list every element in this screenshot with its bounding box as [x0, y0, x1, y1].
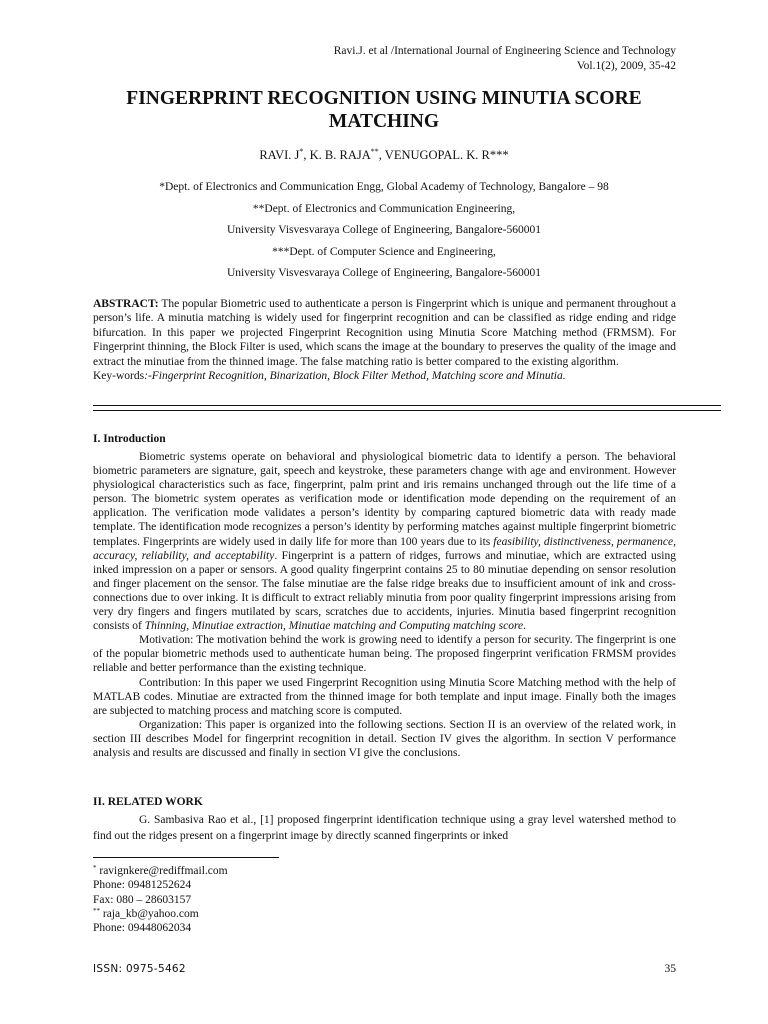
footer-issn: ISSN: 0975-5462	[93, 963, 186, 975]
double-rule-divider	[93, 405, 721, 411]
motivation-paragraph: Motivation: The motivation behind the work is growing need to identify a person for security. The fingerprint is one of the popular biometric methods used to authenticate human being. The proposed fingerprint verification FRMSM provides reliable and better performance than the existing technique.	[93, 634, 676, 675]
abstract-label: ABSTRACT:	[93, 298, 159, 310]
affiliation-line: ***Dept. of Computer Science and Engineering,	[272, 245, 496, 258]
intro-italic-2: Thinning, Minutiae extraction, Minutiae matching and Computing matching score	[144, 620, 524, 633]
footnote-phone-1: Phone: 09481252624	[93, 879, 192, 892]
footnote-phone-2: Phone: 09448062034	[93, 922, 192, 935]
footnote-email-2	[93, 907, 393, 921]
paper-title	[100, 87, 668, 133]
section-2-heading: II. RELATED WORK	[93, 796, 203, 808]
related-work-paragraph: G. Sambasiva Rao et al., [1] proposed fingerprint identification technique using a gray level watershed method to find out the ridges present on a fingerprint image by directly scanned fingerprints or inked	[93, 814, 676, 842]
running-head-journal: Ravi.J. et al /International Journal of Engineering Science and Technology	[333, 45, 676, 57]
footnote-fax-1: Fax: 080 – 28603157	[93, 893, 192, 906]
affiliation-line: University Visvesvaraya College of Engineering, Bangalore-560001	[227, 267, 541, 279]
intro-italic-1: feasibility, distinctiveness, permanence, accuracy, reliability, and acceptability	[93, 535, 676, 562]
affiliation-line: University Visvesvaraya College of Engineering, Bangalore-560001	[227, 224, 541, 236]
running-head	[156, 44, 676, 74]
footnote-mark-1: *	[93, 864, 97, 872]
author-ravi: RAVI. J	[259, 148, 300, 162]
organization-paragraph: Organization: This paper is organized into the following sections. Section II is an overview of the related work, in section III describes Model for fingerprint recognition in detail. Section IV gives the algorithm. In section V performance analysis and results are discussed and finally in section VI give the conclusions.	[93, 718, 676, 759]
intro-text-b: . Fingerprint is a pattern of ridges, furrows and minutiae, which are extracted using inked impression on a paper or sensors. A good quality fingerprint contains 25 to 80 minutiae depending on sensor resolution and finger placement on the sensor. The false minutiae are the false ridge breaks due to insufficient amount of ink and cross-connections due to over inking. It is difficult to extract reliably minutia from poor quality fingerprint impressions arising from very dry fingers and fingers mutilated by scars, scratches due to accidents, injuries. Minutia based fingerprint recognition consists of	[93, 549, 676, 633]
author-list	[92, 147, 676, 163]
author-venugopal: , VENUGOPAL. K. R***	[378, 148, 509, 162]
section-1-body	[93, 450, 676, 760]
affiliation-line: *Dept. of Electronics and Communication Engg, Global Academy of Technology, Bangalore – 98	[159, 181, 609, 193]
section-2-body	[93, 813, 676, 844]
running-head-volume: Vol.1(2), 2009, 35-42	[576, 60, 676, 72]
author-ravi-mark: *	[299, 147, 304, 156]
abstract	[93, 297, 676, 383]
footnote-email-1-text: ravignkere@rediffmail.com	[96, 865, 228, 877]
abstract-body	[93, 297, 676, 369]
footnote-email-1	[93, 864, 393, 878]
intro-text-c: .	[523, 620, 527, 633]
abstract-text: The popular Biometric used to authenticate a person is Fingerprint which is unique and permanent throughout a person’s life. A minutia matching is widely used for fingerprint recognition and can be classified as ridge ending and ridge bifurcation. In this paper we projected Fingerprint Recognition using Minutia Score Matching method (FRMSM). For Fingerprint thinning, the Block Filter is used, which scans the image at the boundary to preserves the quality of the image and extract the minutiae from the thinned image. The false matching ratio is better compared to the existing algorithm.	[93, 298, 676, 368]
affiliation-line: **Dept. of Electronics and Communication Engineering,	[252, 202, 516, 215]
footnote-email-2-text: raja_kb@yahoo.com	[100, 907, 199, 920]
author-raja-mark: **	[370, 147, 379, 156]
title-line-2: MATCHING	[328, 111, 440, 132]
keywords	[93, 369, 676, 383]
title-line-1: FINGERPRINT RECOGNITION USING MINUTIA SCORE	[126, 88, 642, 109]
intro-text-a: Biometric systems operate on behavioral and physiological biometric data to identify a person. The behavioral biometric parameters are signature, gait, speech and keystroke, these parameters change with age and environment. However physiological characteristics such as face, fingerprint, palm print and iris remains unchanged through out the life time of a person. The biometric system operates as verification mode or identification mode depending on the requirement of an application. The verification mode validates a person’s identity by comparing captured biometric data with ready made template. The identification mode recognizes a person’s identity by performing matches against multiple fingerprint biometric templates. Fingerprints are widely used in daily life for more than 100 years due to its	[93, 451, 676, 548]
contribution-paragraph: Contribution: In this paper we used Fingerprint Recognition using Minutia Score Matching method with the help of MATLAB codes. Minutiae are extracted from the thinned image for both template and input image. Finally both the images are subjected to matching process and matching score is computed.	[93, 676, 676, 717]
footnote-rule	[93, 857, 279, 858]
keywords-label: Key-words	[93, 370, 145, 383]
section-1-heading: I. Introduction	[93, 433, 166, 445]
affiliations	[92, 177, 676, 285]
page-number: 35	[664, 963, 676, 975]
author-raja: , K. B. RAJA	[303, 148, 371, 162]
intro-paragraph	[93, 450, 676, 633]
footnote-mark-2: **	[93, 906, 100, 915]
footnotes	[93, 864, 393, 935]
keywords-text: :-Fingerprint Recognition, Binarization, Block Filter Method, Matching score and Minutia.	[144, 370, 566, 383]
